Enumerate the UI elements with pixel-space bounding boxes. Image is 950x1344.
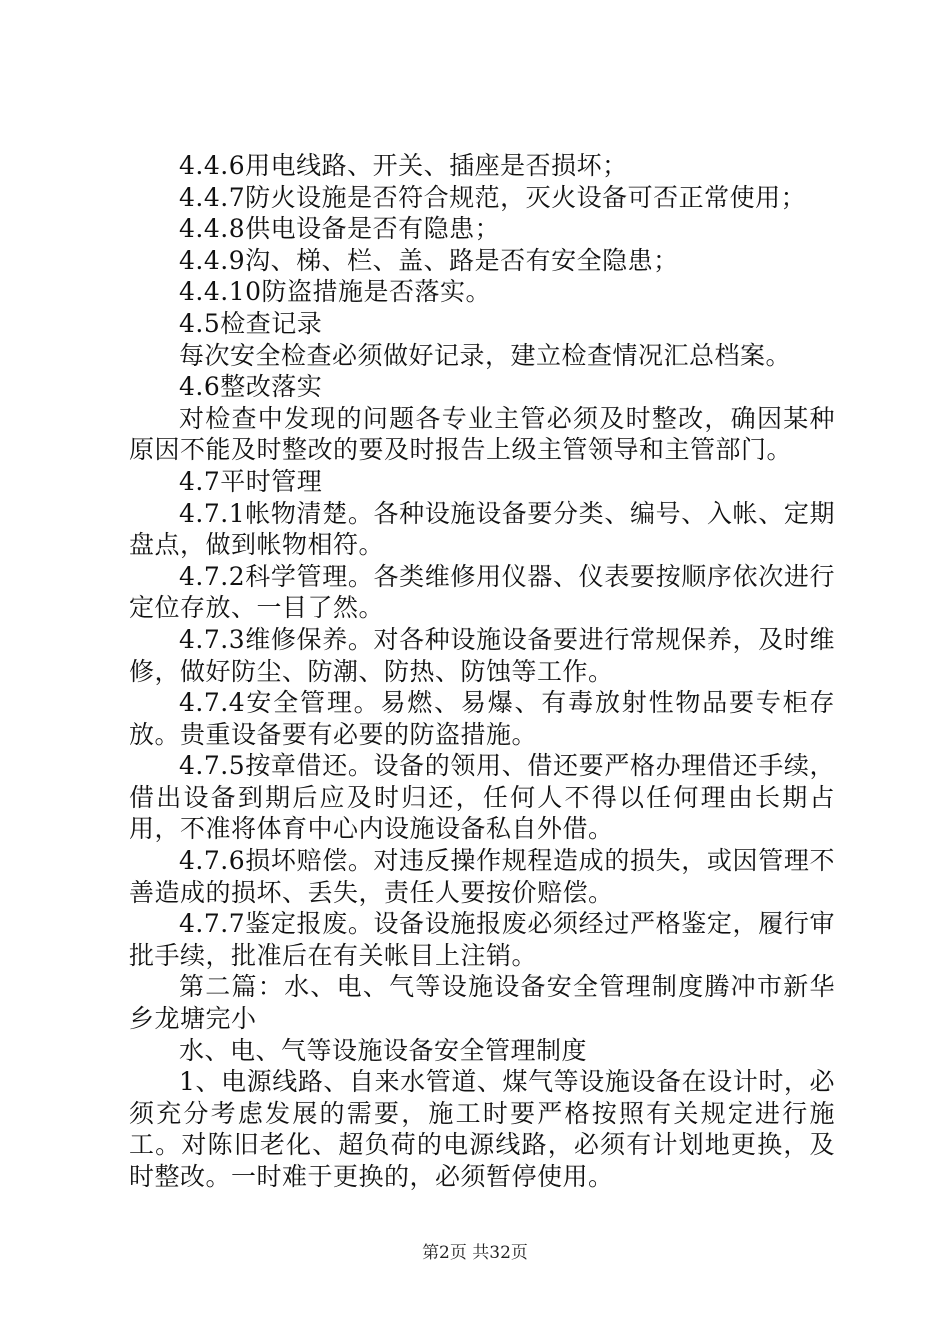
paragraph-4-7-5: 4.7.5按章借还。设备的领用、借还要严格办理借还手续，借出设备到期后应及时归还，任何人不得以任何理由长期占用，不准将体育中心内设施设备私自外借。	[129, 751, 835, 844]
section-subtitle: 水、电、气等设施设备安全管理制度	[179, 1035, 588, 1065]
section-title-part-two: 第二篇：水、电、气等设施设备安全管理制度腾冲市新华乡龙塘完小	[129, 972, 835, 1034]
heading-4-5: 4.5检查记录	[179, 308, 323, 338]
document-body	[129, 150, 835, 1193]
heading-4-7: 4.7平时管理	[179, 466, 323, 496]
paragraph-4-5-body: 每次安全检查必须做好记录，建立检查情况汇总档案。	[179, 340, 792, 370]
heading-4-6: 4.6整改落实	[179, 372, 323, 402]
paragraph-4-4-8: 4.4.8供电设备是否有隐患；	[179, 214, 501, 244]
paragraph-4-4-9: 4.4.9沟、梯、栏、盖、路是否有安全隐患；	[179, 245, 679, 275]
paragraph-4-6-body: 对检查中发现的问题各专业主管必须及时整改，确因某种原因不能及时整改的要及时报告上级主管领导和主管部门。	[129, 403, 835, 465]
paragraph-4-4-7: 4.4.7防火设施是否符合规范，灭火设备可否正常使用；	[179, 182, 807, 212]
paragraph-4-4-6: 4.4.6用电线路、开关、插座是否损坏；	[179, 151, 628, 180]
paragraph-4-4-10: 4.4.10防盗措施是否落实。	[179, 277, 492, 307]
page-number-footer: 第2页 共32页	[422, 1243, 528, 1263]
paragraph-4-7-3: 4.7.3维修保养。对各种设施设备要进行常规保养，及时维修，做好防尘、防潮、防热、防蚀等工作。	[129, 624, 835, 686]
paragraph-rule-1: 1、电源线路、自来水管道、煤气等设施设备在设计时，必须充分考虑发展的需要，施工时要严格按照有关规定进行施工。对陈旧老化、超负荷的电源线路，必须有计划地更换，及时整改。一时难于更换的，必须暂停使用。	[129, 1067, 835, 1191]
paragraph-4-7-4: 4.7.4安全管理。易燃、易爆、有毒放射性物品要专柜存放。贵重设备要有必要的防盗措施。	[129, 688, 835, 749]
paragraph-4-7-2: 4.7.2科学管理。各类维修用仪器、仪表要按顺序依次进行定位存放、一目了然。	[129, 561, 835, 623]
paragraph-4-7-7: 4.7.7鉴定报废。设备设施报废必须经过严格鉴定，履行审批手续，批准后在有关帐目上注销。	[129, 909, 835, 970]
paragraph-4-7-1: 4.7.1帐物清楚。各种设施设备要分类、编号、入帐、定期盘点，做到帐物相符。	[129, 498, 835, 560]
paragraph-4-7-6: 4.7.6损坏赔偿。对违反操作规程造成的损失，或因管理不善造成的损坏、丢失，责任人要按价赔偿。	[129, 846, 835, 907]
